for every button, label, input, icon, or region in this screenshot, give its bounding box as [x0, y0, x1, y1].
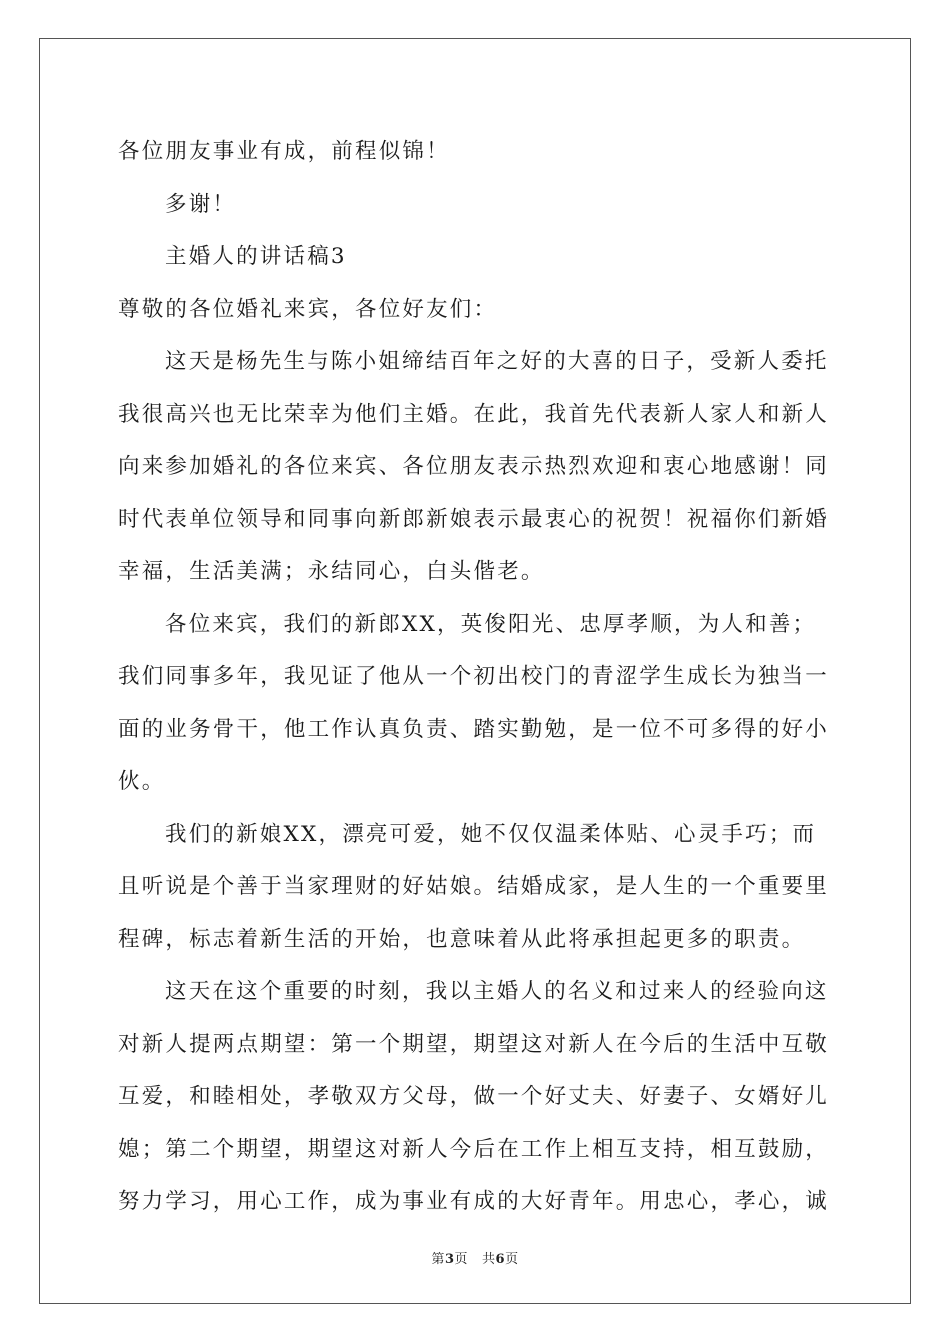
text-line: 媳；第二个期望，期望这对新人今后在工作上相互支持，相互鼓励，: [118, 1136, 830, 1162]
section-heading: 主婚人的讲话稿3: [165, 244, 347, 269]
total-suffix: 页: [505, 1252, 519, 1267]
text-line: 对新人提两点期望：第一个期望，期望这对新人在今后的生活中互敬: [118, 1031, 830, 1057]
text-line: 各位朋友事业有成，前程似锦！: [118, 139, 450, 164]
total-pages: 6: [495, 1252, 506, 1267]
text-line: 我很高兴也无比荣幸为他们主婚。在此，我首先代表新人家人和新人: [118, 401, 830, 427]
text-line: 我们的新娘XX，漂亮可爱，她不仅仅温柔体贴、心灵手巧；而: [165, 821, 817, 847]
document-body: [118, 126, 838, 1229]
text-line: 多谢！: [165, 191, 237, 217]
text-line: 向来参加婚礼的各位来宾、各位朋友表示热烈欢迎和衷心地感谢！同: [118, 454, 830, 479]
text-line: 且听说是个善于当家理财的好姑娘。结婚成家，是人生的一个重要里: [118, 874, 830, 899]
salutation: 尊敬的各位婚礼来宾，各位好友们：: [118, 296, 498, 322]
text-line: 这天是杨先生与陈小姐缔结百年之好的大喜的日子，受新人委托: [165, 349, 829, 374]
page-number: 3: [444, 1252, 455, 1267]
text-line: 面的业务骨干，他工作认真负责、踏实勤勉，是一位不可多得的好小: [118, 716, 830, 742]
text-line: 伙。: [118, 769, 166, 794]
text-line: 程碑，标志着新生活的开始，也意味着从此将承担起更多的职责。: [118, 926, 806, 952]
text-line: 幸福，生活美满；永结同心，白头偕老。: [118, 559, 545, 584]
text-line: 互爱，和睦相处，孝敬双方父母，做一个好丈夫、好妻子、女婿好儿: [118, 1084, 830, 1109]
text-line: 这天在这个重要的时刻，我以主婚人的名义和过来人的经验向这: [165, 979, 829, 1004]
page-suffix: 页: [454, 1252, 468, 1267]
page-footer: [0, 1248, 950, 1267]
total-prefix: 共: [482, 1252, 496, 1267]
text-line: 努力学习，用心工作，成为事业有成的大好青年。用忠心，孝心，诚: [118, 1189, 830, 1214]
page-prefix: 第: [431, 1252, 445, 1267]
text-line: 各位来宾，我们的新郎XX，英俊阳光、忠厚孝顺，为人和善；: [165, 611, 817, 637]
text-line: 时代表单位领导和同事向新郎新娘表示最衷心的祝贺！祝福你们新婚: [118, 506, 830, 532]
text-line: 我们同事多年，我见证了他从一个初出校门的青涩学生成长为独当一: [118, 664, 830, 689]
